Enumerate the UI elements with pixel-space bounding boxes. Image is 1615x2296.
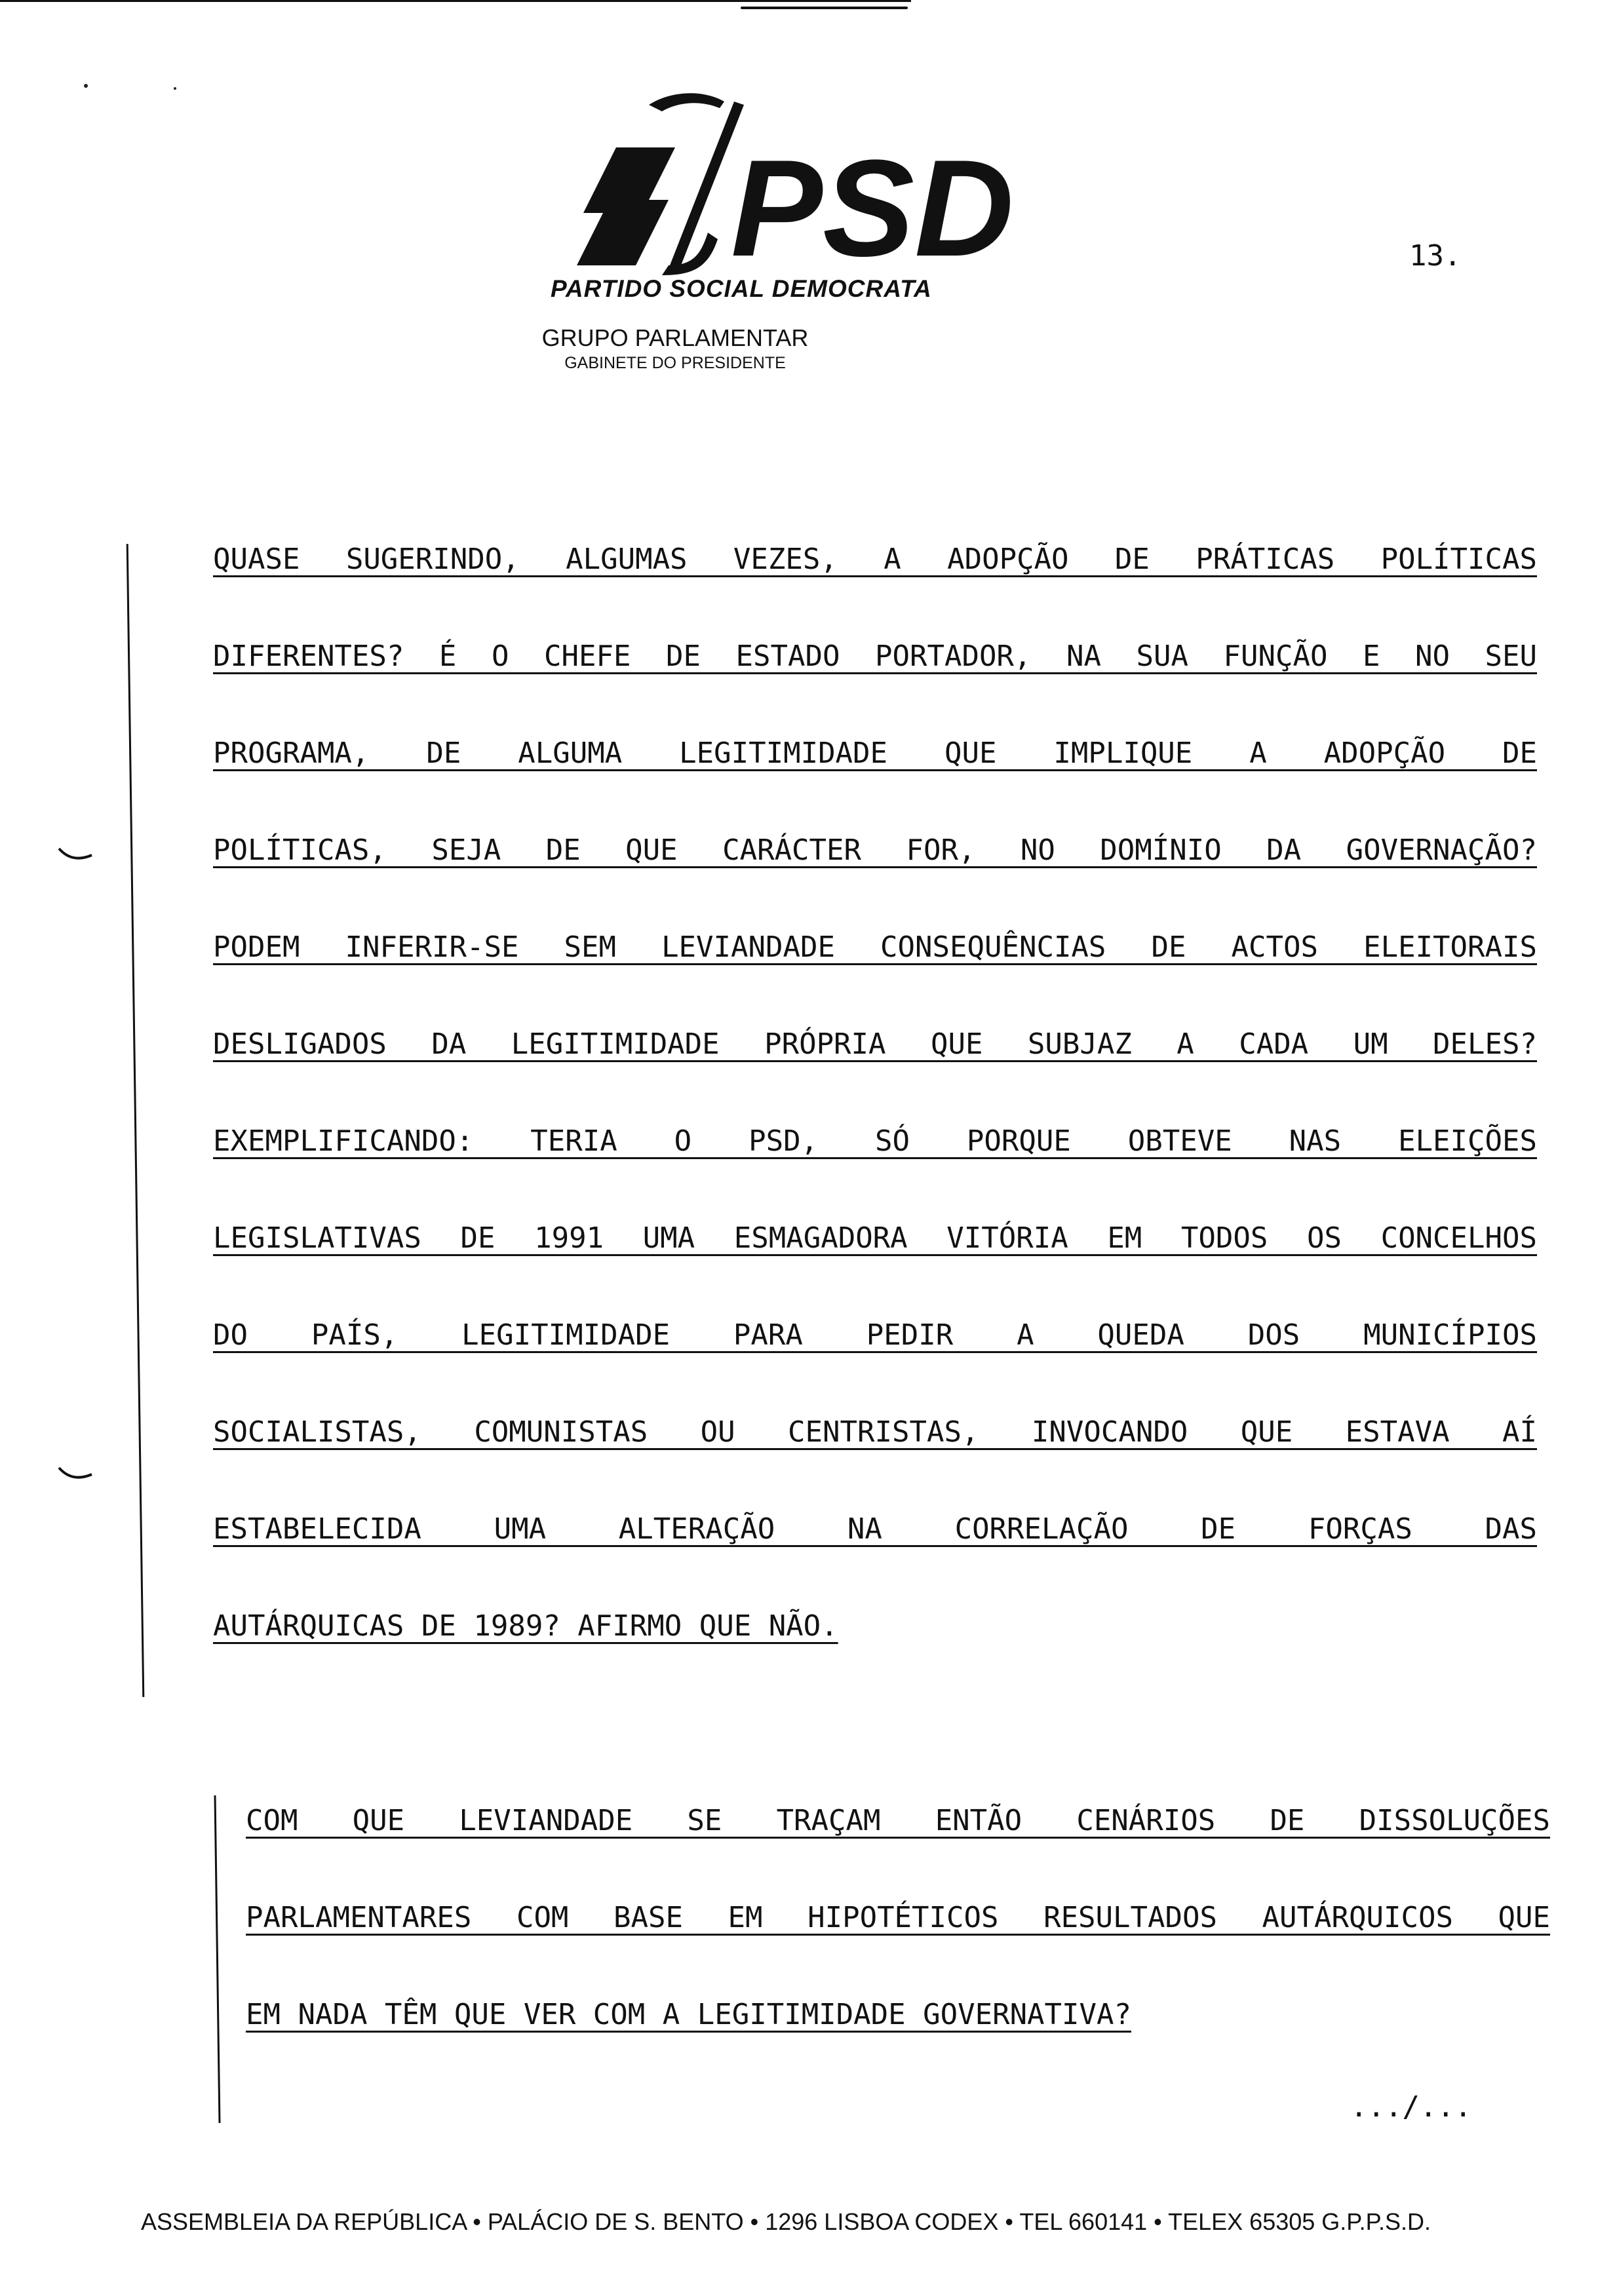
text-line: ESTABELECIDA UMA ALTERAÇÃO NA CORRELAÇÃO DE FORÇAS DAS — [213, 1512, 1537, 1546]
text-line: QUASE SUGERINDO, ALGUMAS VEZES, A ADOPÇÃO DE PRÁTICAS POLÍTICAS — [213, 543, 1537, 576]
text-line: EXEMPLIFICANDO: TERIA O PSD, SÓ PORQUE OBTEVE NAS ELEIÇÕES — [213, 1124, 1537, 1158]
paragraph-1 — [213, 511, 1537, 1675]
text-line: DESLIGADOS DA LEGITIMIDADE PRÓPRIA QUE SUBJAZ A CADA UM DELES? — [213, 1027, 1537, 1061]
margin-bracket — [214, 1795, 221, 2123]
parliamentary-group: GRUPO PARLAMENTAR — [541, 324, 809, 351]
scan-speck — [84, 84, 88, 88]
text-line: COM QUE LEVIANDADE SE TRAÇAM ENTÃO CENÁRIOS DE DISSOLUÇÕES — [246, 1804, 1550, 1837]
text-line: EM NADA TÊM QUE VER COM A LEGITIMIDADE GOVERNATIVA? — [246, 1998, 1132, 2031]
psd-logo — [570, 88, 1016, 278]
margin-check-mark — [56, 1464, 95, 1484]
text-line: DIFERENTES? É O CHEFE DE ESTADO PORTADOR, NA SUA FUNÇÃO E NO SEU — [213, 640, 1537, 673]
top-scan-rule — [0, 0, 911, 2]
continuation-marker: .../... — [1350, 2090, 1472, 2124]
margin-check-mark — [56, 845, 95, 865]
logo-wordmark: PSD — [731, 131, 1014, 278]
text-line: PODEM INFERIR-SE SEM LEVIANDADE CONSEQUÊNCIAS DE ACTOS ELEITORAIS — [213, 930, 1537, 964]
footer-address: ASSEMBLEIA DA REPÚBLICA • PALÁCIO DE S. BENTO • 1296 LISBOA CODEX • TEL 660141 • TELEX 65305 G.P.P.S.D. — [141, 2208, 1431, 2235]
text-line: LEGISLATIVAS DE 1991 UMA ESMAGADORA VITÓRIA EM TODOS OS CONCELHOS — [213, 1221, 1537, 1255]
margin-bracket — [126, 544, 145, 1697]
party-name: PARTIDO SOCIAL DEMOCRATA — [551, 275, 932, 302]
text-line: DO PAÍS, LEGITIMIDADE PARA PEDIR A QUEDA DOS MUNICÍPIOS — [213, 1318, 1537, 1352]
text-line: SOCIALISTAS, COMUNISTAS OU CENTRISTAS, INVOCANDO QUE ESTAVA AÍ — [213, 1415, 1537, 1449]
paragraph-2 — [246, 1772, 1550, 2063]
text-line: AUTÁRQUICAS DE 1989? AFIRMO QUE NÃO. — [213, 1609, 838, 1643]
text-line: POLÍTICAS, SEJA DE QUE CARÁCTER FOR, NO DOMÍNIO DA GOVERNAÇÃO? — [213, 833, 1537, 867]
page-number: 13. — [1409, 239, 1462, 273]
text-line: PARLAMENTARES COM BASE EM HIPOTÉTICOS RESULTADOS AUTÁRQUICOS QUE — [246, 1901, 1550, 1934]
text-line: PROGRAMA, DE ALGUMA LEGITIMIDADE QUE IMPLIQUE A ADOPÇÃO DE — [213, 737, 1537, 770]
president-office: GABINETE DO PRESIDENTE — [564, 354, 786, 372]
scan-speck — [174, 87, 176, 90]
top-scan-mark — [741, 7, 908, 9]
